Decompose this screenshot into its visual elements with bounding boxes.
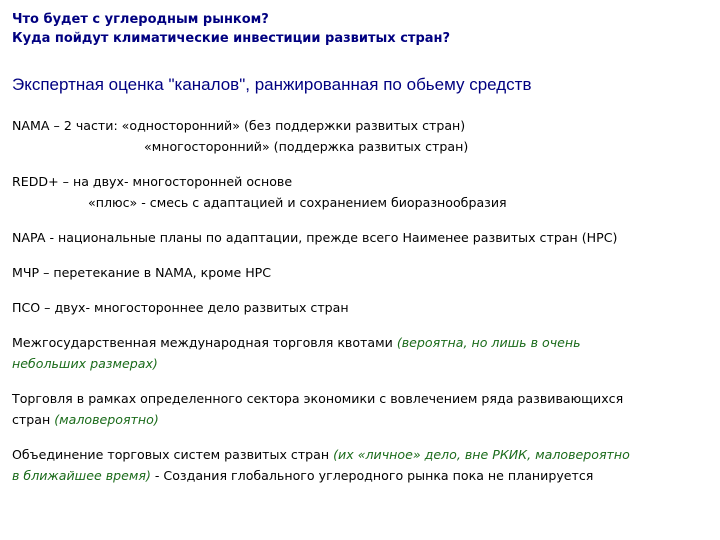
quota-trade-line-1	[12, 332, 712, 353]
list-item-pso	[12, 297, 712, 318]
nama-line-1: NAMA – 2 части: «односторонний» (без поддержки развитых стран)	[12, 118, 466, 133]
merge-text-tail: - Создания глобального углеродного рынка пока не планируется	[150, 468, 594, 483]
list-item-quota-trade	[12, 332, 712, 374]
list-item-napa	[12, 227, 712, 248]
sector-trade-note: (маловероятно)	[54, 412, 159, 427]
merge-note-2: в ближайшее время)	[12, 468, 151, 483]
slide-subtitle: Экспертная оценка "каналов", ранжированная по обьему средств	[12, 75, 532, 94]
merge-text: Объединение торговых систем развитых стран	[12, 447, 334, 462]
redd-line-2: «плюс» - смесь с адаптацией и сохранением биоразнообразия	[88, 195, 507, 210]
list-item-nama	[12, 115, 712, 157]
sector-trade-line-1: Торговля в рамках определенного сектора экономики с вовлечением ряда развивающихся	[12, 391, 624, 406]
heading-line-1: Что будет с углеродным рынком?	[12, 12, 269, 27]
redd-line-1: REDD+ – на двух- многосторонней основе	[12, 174, 293, 189]
napa-text: NAPA - национальные планы по адаптации, прежде всего Наименее развитых стран (НРС)	[12, 230, 618, 245]
list-item-mchr	[12, 262, 712, 283]
merge-note-1: (их «личное» дело, вне РКИК, маловероятно	[333, 447, 630, 462]
quota-trade-note-1: (вероятна, но лишь в очень	[396, 335, 581, 350]
list-item-merge	[12, 444, 712, 486]
quota-trade-line-2	[12, 353, 712, 374]
merge-line-2	[12, 465, 712, 486]
merge-line-1	[12, 444, 712, 465]
slide-heading	[12, 10, 712, 48]
nama-line-2: «многосторонний» (поддержка развитых стран)	[144, 139, 469, 154]
quota-trade-note-2: небольших размерах)	[12, 356, 158, 371]
channel-list	[12, 115, 712, 500]
list-item-redd	[12, 171, 712, 213]
quota-trade-text: Межгосударственная международная торговля квотами	[12, 335, 397, 350]
sector-trade-line-2	[12, 409, 712, 430]
pso-text: ПСО – двух- многостороннее дело развитых стран	[12, 300, 349, 315]
heading-line-2: Куда пойдут климатические инвестиции развитых стран?	[12, 31, 451, 46]
sector-trade-text-2: стран	[12, 412, 55, 427]
mchr-text: МЧР – перетекание в NAMA, кроме НРС	[12, 265, 272, 280]
list-item-sector-trade	[12, 388, 712, 430]
